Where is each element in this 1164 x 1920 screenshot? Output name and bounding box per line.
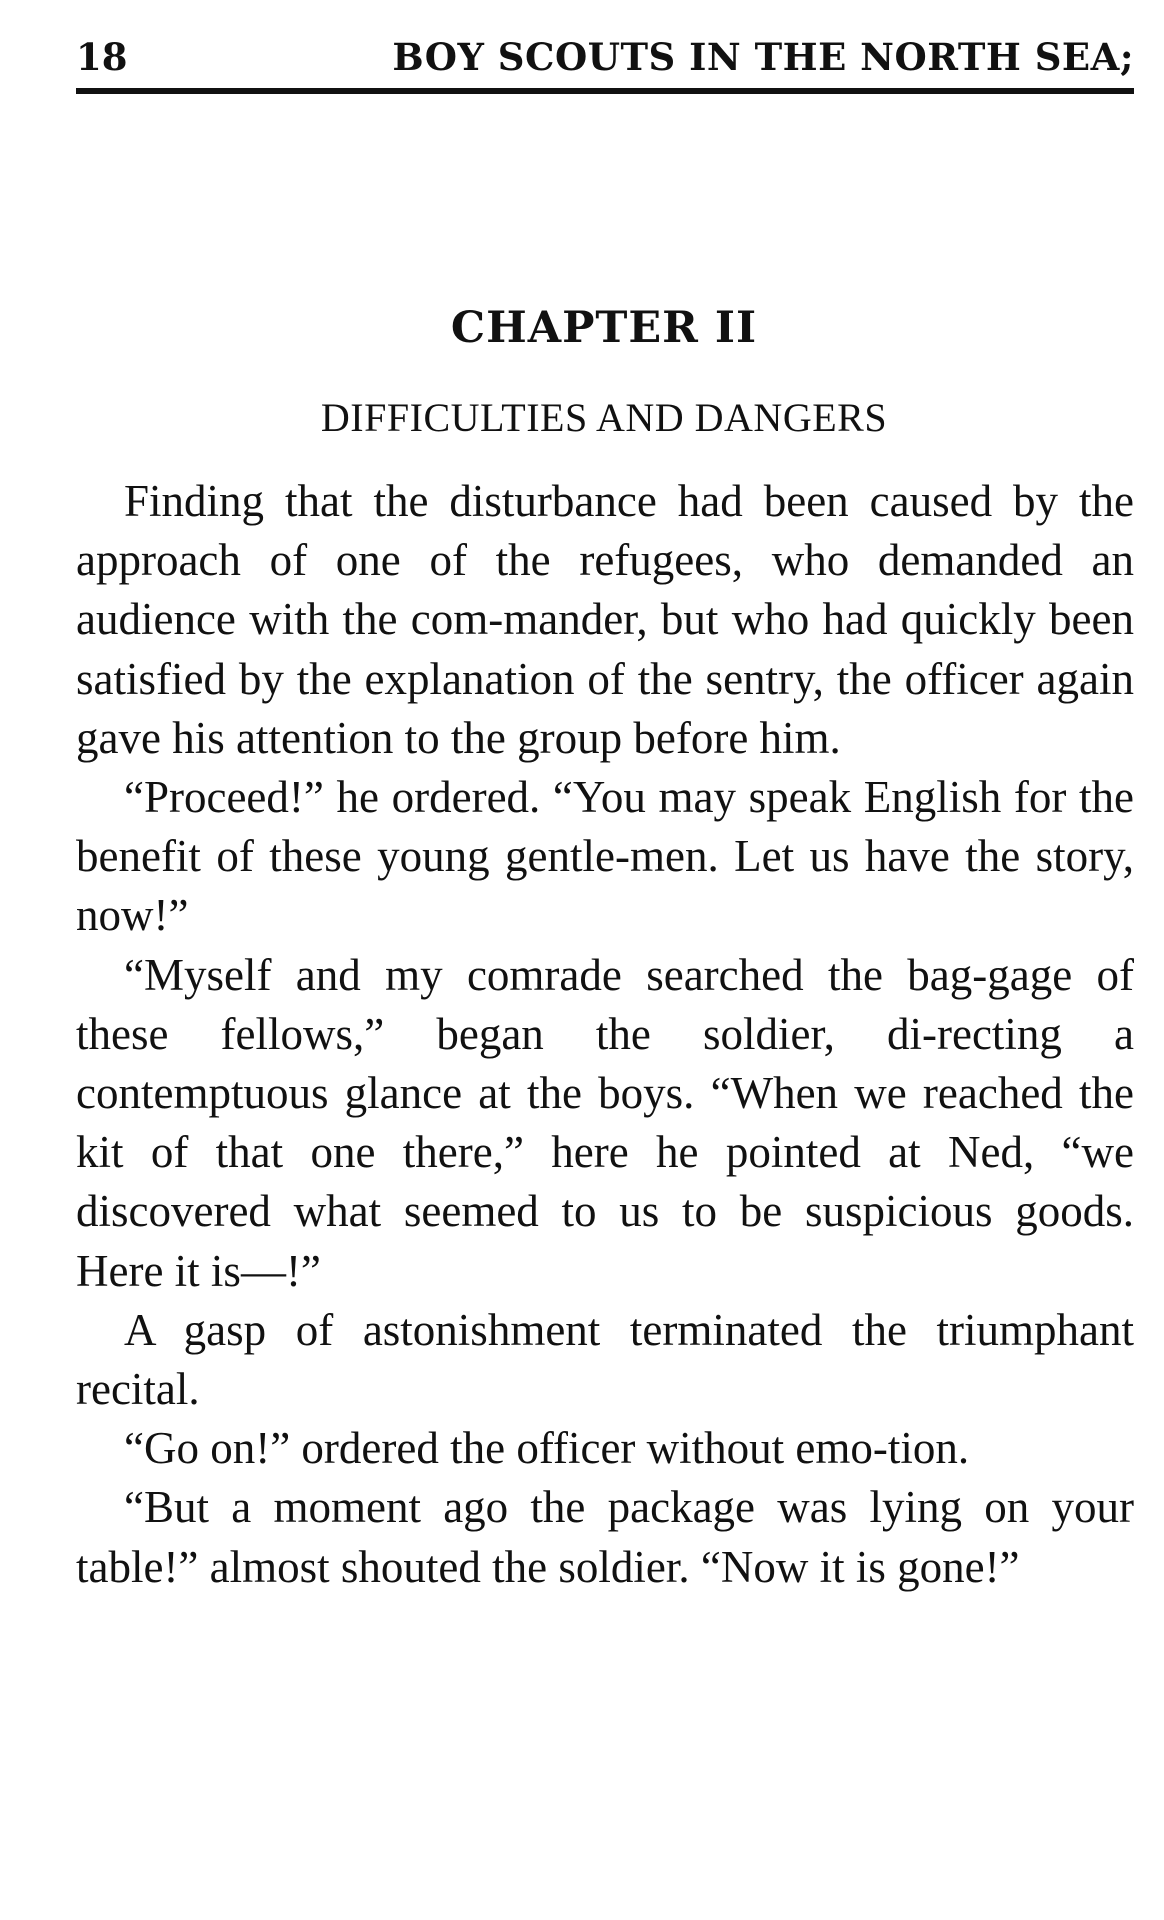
running-title: BOY SCOUTS IN THE NORTH SEA; (392, 35, 1134, 79)
chapter-subtitle: DIFFICULTIES AND DANGERS (320, 395, 888, 440)
running-head (76, 32, 1134, 82)
page-number: 18 (76, 35, 128, 79)
body-text (76, 472, 1134, 1597)
header-rule (76, 88, 1134, 94)
chapter-title: CHAPTER II (450, 303, 758, 353)
paragraph: “Proceed!” he ordered. “You may speak English for the benefit of these young gentle-men. Let us have the story, now!” (76, 772, 1134, 941)
paragraph: “Myself and my comrade searched the bag-gage of these fellows,” began the soldier, di-recting a contemptuous glance at the boys. “When we reached the kit of that one there,” here he pointed at Ned, “we discovered what seemed to us to be suspicious goods. Here it is—!” (76, 949, 1134, 1296)
paragraph: “Go on!” ordered the officer without emo-tion. (124, 1423, 970, 1474)
paragraph: A gasp of astonishment terminated the triumphant recital. (76, 1304, 1134, 1415)
paragraph: “But a moment ago the package was lying on your table!” almost shouted the soldier. “Now it is gone!” (76, 1482, 1134, 1592)
paragraph: Finding that the disturbance had been caused by the approach of one of the refugees, who demanded an audience with the com-mander, but who had quickly been satisfied by the explanation of the sentry, the officer again gave his attention to the group before him. (76, 476, 1134, 763)
